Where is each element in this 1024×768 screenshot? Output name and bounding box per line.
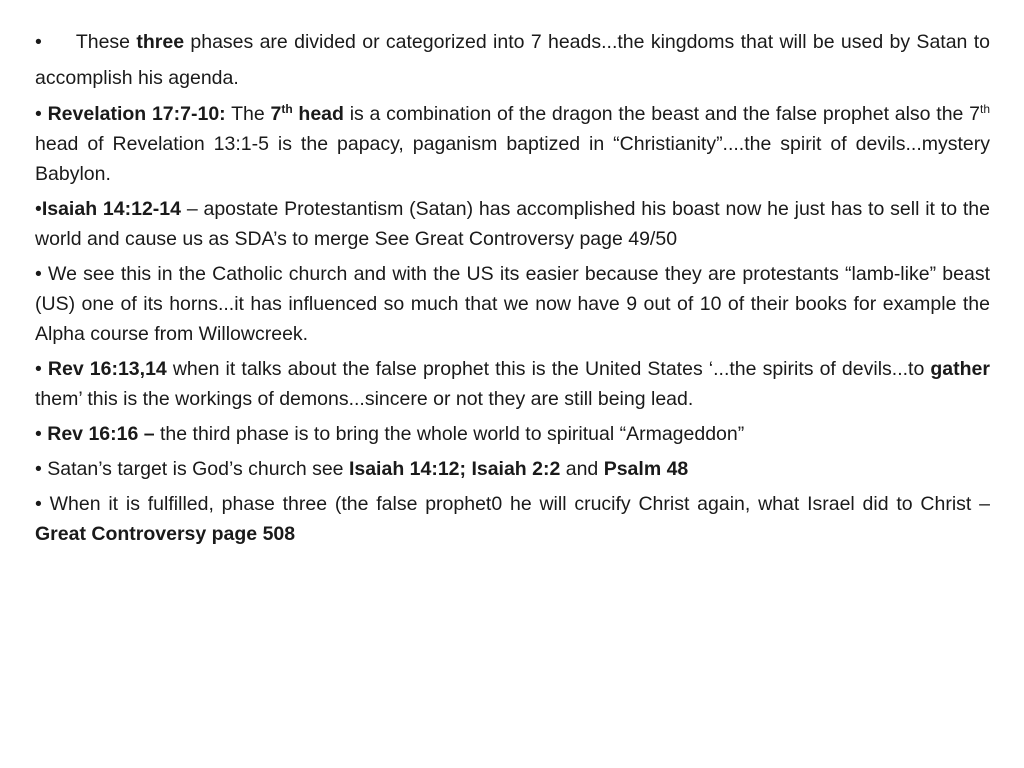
bullet: • <box>35 198 42 220</box>
text: when it talks about the false prophet this is the United States ‘...the spirits of devils...to <box>166 358 931 380</box>
bold-text: Isaiah 14:12-14 <box>41 198 181 220</box>
bold-text: head <box>292 103 344 125</box>
bold-text: Revelation 17:7-10: <box>47 103 226 125</box>
text: them’ this is the workings of demons...sincere or not they are still being lead. <box>35 388 694 410</box>
bold-text: Isaiah 14:12; Isaiah 2:2 <box>348 458 561 480</box>
text: We see this in the Catholic church and with the US its easier because they are protestants “lamb-like” beast (US) one of its horns...it has influenced so much that we now have 9 out of 10 of their books for example the Alpha course from Willowcreek. <box>35 263 990 345</box>
bold-text: Psalm 48 <box>603 458 689 480</box>
paragraph-rev-16-13 <box>35 354 990 414</box>
text: and <box>560 458 604 480</box>
text: phases are divided or categorized into 7 heads...the kingdoms that will be used by Satan to accomplish his agenda. <box>35 31 990 89</box>
text: head of Revelation 13:1-5 is the papacy, paganism baptized in “Christianity”....the spirit of devils...mystery Babylon. <box>35 133 990 185</box>
bold-text: Great Controversy page 508 <box>35 523 296 545</box>
bold-text: Rev 16:13,14 <box>47 358 167 380</box>
paragraph-revelation-17 <box>35 99 990 189</box>
bullet: • <box>35 358 42 380</box>
text: The <box>225 103 271 125</box>
paragraph-three-phases <box>35 24 990 96</box>
text: When it is fulfilled, phase three (the false prophet0 he will crucify Christ again, what Israel did to Christ – <box>41 493 990 515</box>
bold-text: 7 <box>270 103 282 125</box>
bullet: • <box>35 493 42 515</box>
text: is a combination of the dragon the beast and the false prophet also the 7 <box>343 103 980 125</box>
superscript: th <box>281 102 293 116</box>
bold-text: Rev 16:16 – <box>47 423 155 445</box>
paragraph-catholic-church <box>35 259 990 349</box>
bold-text: gather <box>930 358 990 380</box>
bullet: • <box>35 103 42 125</box>
paragraph-rev-16-16 <box>35 419 990 449</box>
paragraph-satans-target <box>35 454 990 484</box>
paragraph-phase-three <box>35 489 990 549</box>
superscript: th <box>980 102 991 116</box>
text: Satan’s target is God’s church see <box>41 458 349 480</box>
bullet: • <box>35 423 42 445</box>
text: the third phase is to bring the whole world to spiritual “Armageddon” <box>154 423 745 445</box>
paragraph-isaiah-14 <box>35 194 990 254</box>
text: These <box>75 31 137 53</box>
bold-text: three <box>136 31 185 53</box>
bullet: • <box>35 458 42 480</box>
text: – apostate Protestantism (Satan) has accomplished his boast now he just has to sell it to the world and cause us as SDA’s to merge See Great Controversy page 49/50 <box>35 198 990 250</box>
bullet: • <box>35 263 42 285</box>
bullet: • <box>35 31 42 53</box>
